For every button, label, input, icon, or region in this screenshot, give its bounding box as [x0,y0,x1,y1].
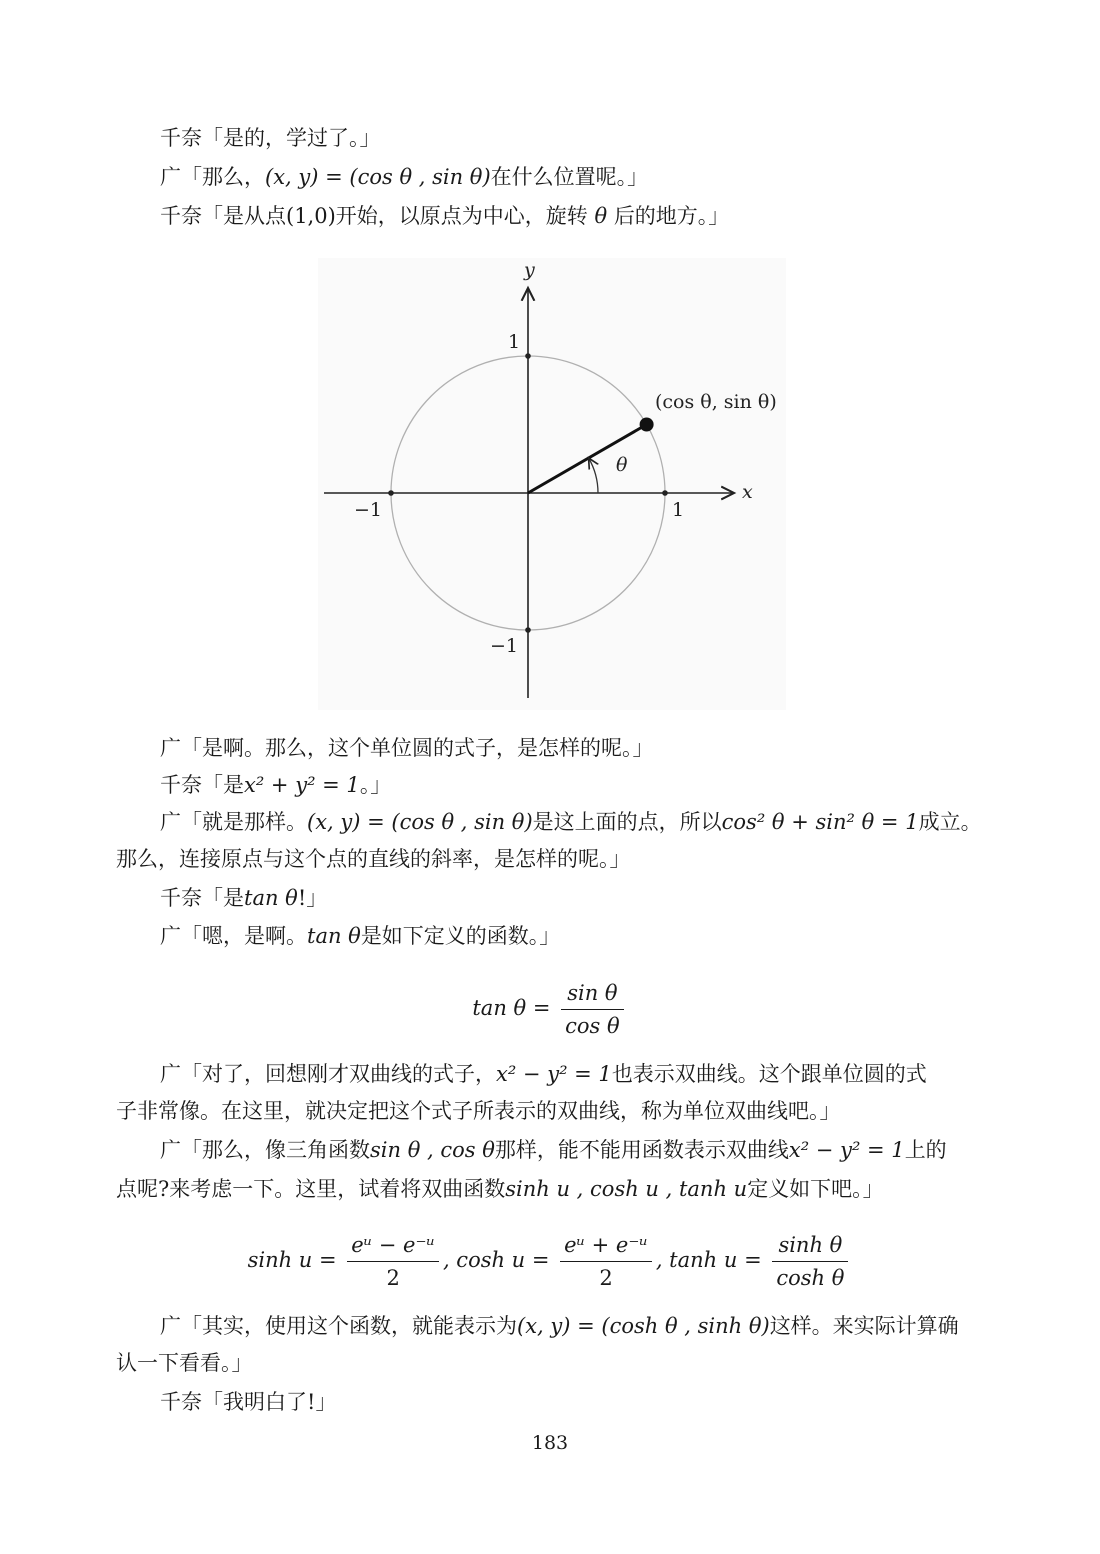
dialogue-line-2: 广「那么，(x, y) = (cos θ , sin θ)在什么位置呢。」 [160,165,649,189]
dialogue-line-1: 千奈「是的，学过了。」 [160,126,381,150]
tick-dot-x-neg [388,490,394,496]
radius-line [528,425,647,494]
x-axis-label: x [742,481,753,503]
unit-circle-svg [318,258,786,710]
sinh-fraction: $\frac{\text{eᵘ − e⁻ᵘ}}{2}$ [347,1232,439,1291]
tan-definition: tan θ = $\frac{\text{sin θ}}{\text{cos θ}}$ [0,980,1100,1039]
point-on-circle [640,418,654,432]
dialogue-line-10: 广「那么，像三角函数sin θ , cos θ那样，能不能用函数表示双曲线x² − y² = 1上的 [160,1138,947,1162]
dialogue-line-8: 广「嗯，是啊。tan θ是如下定义的函数。」 [160,924,561,948]
hyperbolic-definitions: sinh u = $\frac{\text{eᵘ − e⁻ᵘ}}{2}$ , cosh u = $\frac{\text{eᵘ + e⁻ᵘ}}{2}$ , tanh u = $\frac{\text{sinh θ}}{\text{cosh θ}}$ [0,1232,1100,1291]
dialogue-line-4: 广「是啊。那么，这个单位圆的式子，是怎样的呢。」 [160,736,654,760]
dialogue-line-5: 千奈「是x² + y² = 1。」 [160,773,392,797]
angle-arc [589,458,598,493]
tick-dot-y-pos [525,353,531,359]
tick-label-y-neg: −1 [490,635,519,657]
tick-label-y-pos: 1 [508,331,521,353]
math-unit-circle: x² + y² = 1 [244,773,360,797]
dialogue-line-9b: 子非常像。在这里，就决定把这个式子所表示的双曲线，称为单位双曲线吧。」 [116,1099,841,1123]
cosh-fraction: $\frac{\text{eᵘ + e⁻ᵘ}}{2}$ [560,1232,652,1291]
math-pythagorean: cos² θ + sin² θ = 1 [721,810,919,834]
dialogue-line-7: 千奈「是tan θ!」 [160,886,328,910]
tan-fraction: $\frac{\text{sin θ}}{\text{cos θ}}$ [561,980,624,1039]
tanh-fraction: $\frac{\text{sinh θ}}{\text{cosh θ}}$ [772,1232,848,1291]
point-label: (cos θ, sin θ) [655,391,777,413]
y-axis-label: y [524,259,535,281]
dialogue-line-11b: 认一下看看。」 [116,1351,253,1375]
tick-label-x-pos: 1 [672,499,685,521]
math-point-xy: (x, y) = (cos θ , sin θ) [265,165,491,189]
tick-dot-x-pos [662,490,668,496]
dialogue-line-10b: 点呢?来考虑一下。这里，试着将双曲函数sinh u , cosh u , tanh u定义如下吧。」 [116,1177,884,1201]
dialogue-line-11: 广「其实，使用这个函数，就能表示为(x, y) = (cosh θ , sinh θ)这样。来实际计算确 [160,1314,959,1338]
dialogue-line-6b: 那么，连接原点与这个点的直线的斜率，是怎样的呢。」 [116,847,631,871]
tick-label-x-neg: −1 [354,499,383,521]
angle-label: θ [616,454,628,476]
tick-dot-y-neg [525,627,531,633]
dialogue-line-9: 广「对了，回想刚才双曲线的式子，x² − y² = 1也表示双曲线。这个跟单位圆的式 [160,1062,927,1086]
dialogue-line-12: 千奈「我明白了!」 [160,1390,337,1414]
page-number: 183 [531,1432,569,1454]
unit-circle-figure [318,258,786,710]
dialogue-line-6: 广「就是那样。(x, y) = (cos θ , sin θ)是这上面的点，所以cos² θ + sin² θ = 1成立。 [160,810,982,834]
dialogue-line-3: 千奈「是从点(1,0)开始，以原点为中心，旋转 θ 后的地方。」 [160,204,730,228]
